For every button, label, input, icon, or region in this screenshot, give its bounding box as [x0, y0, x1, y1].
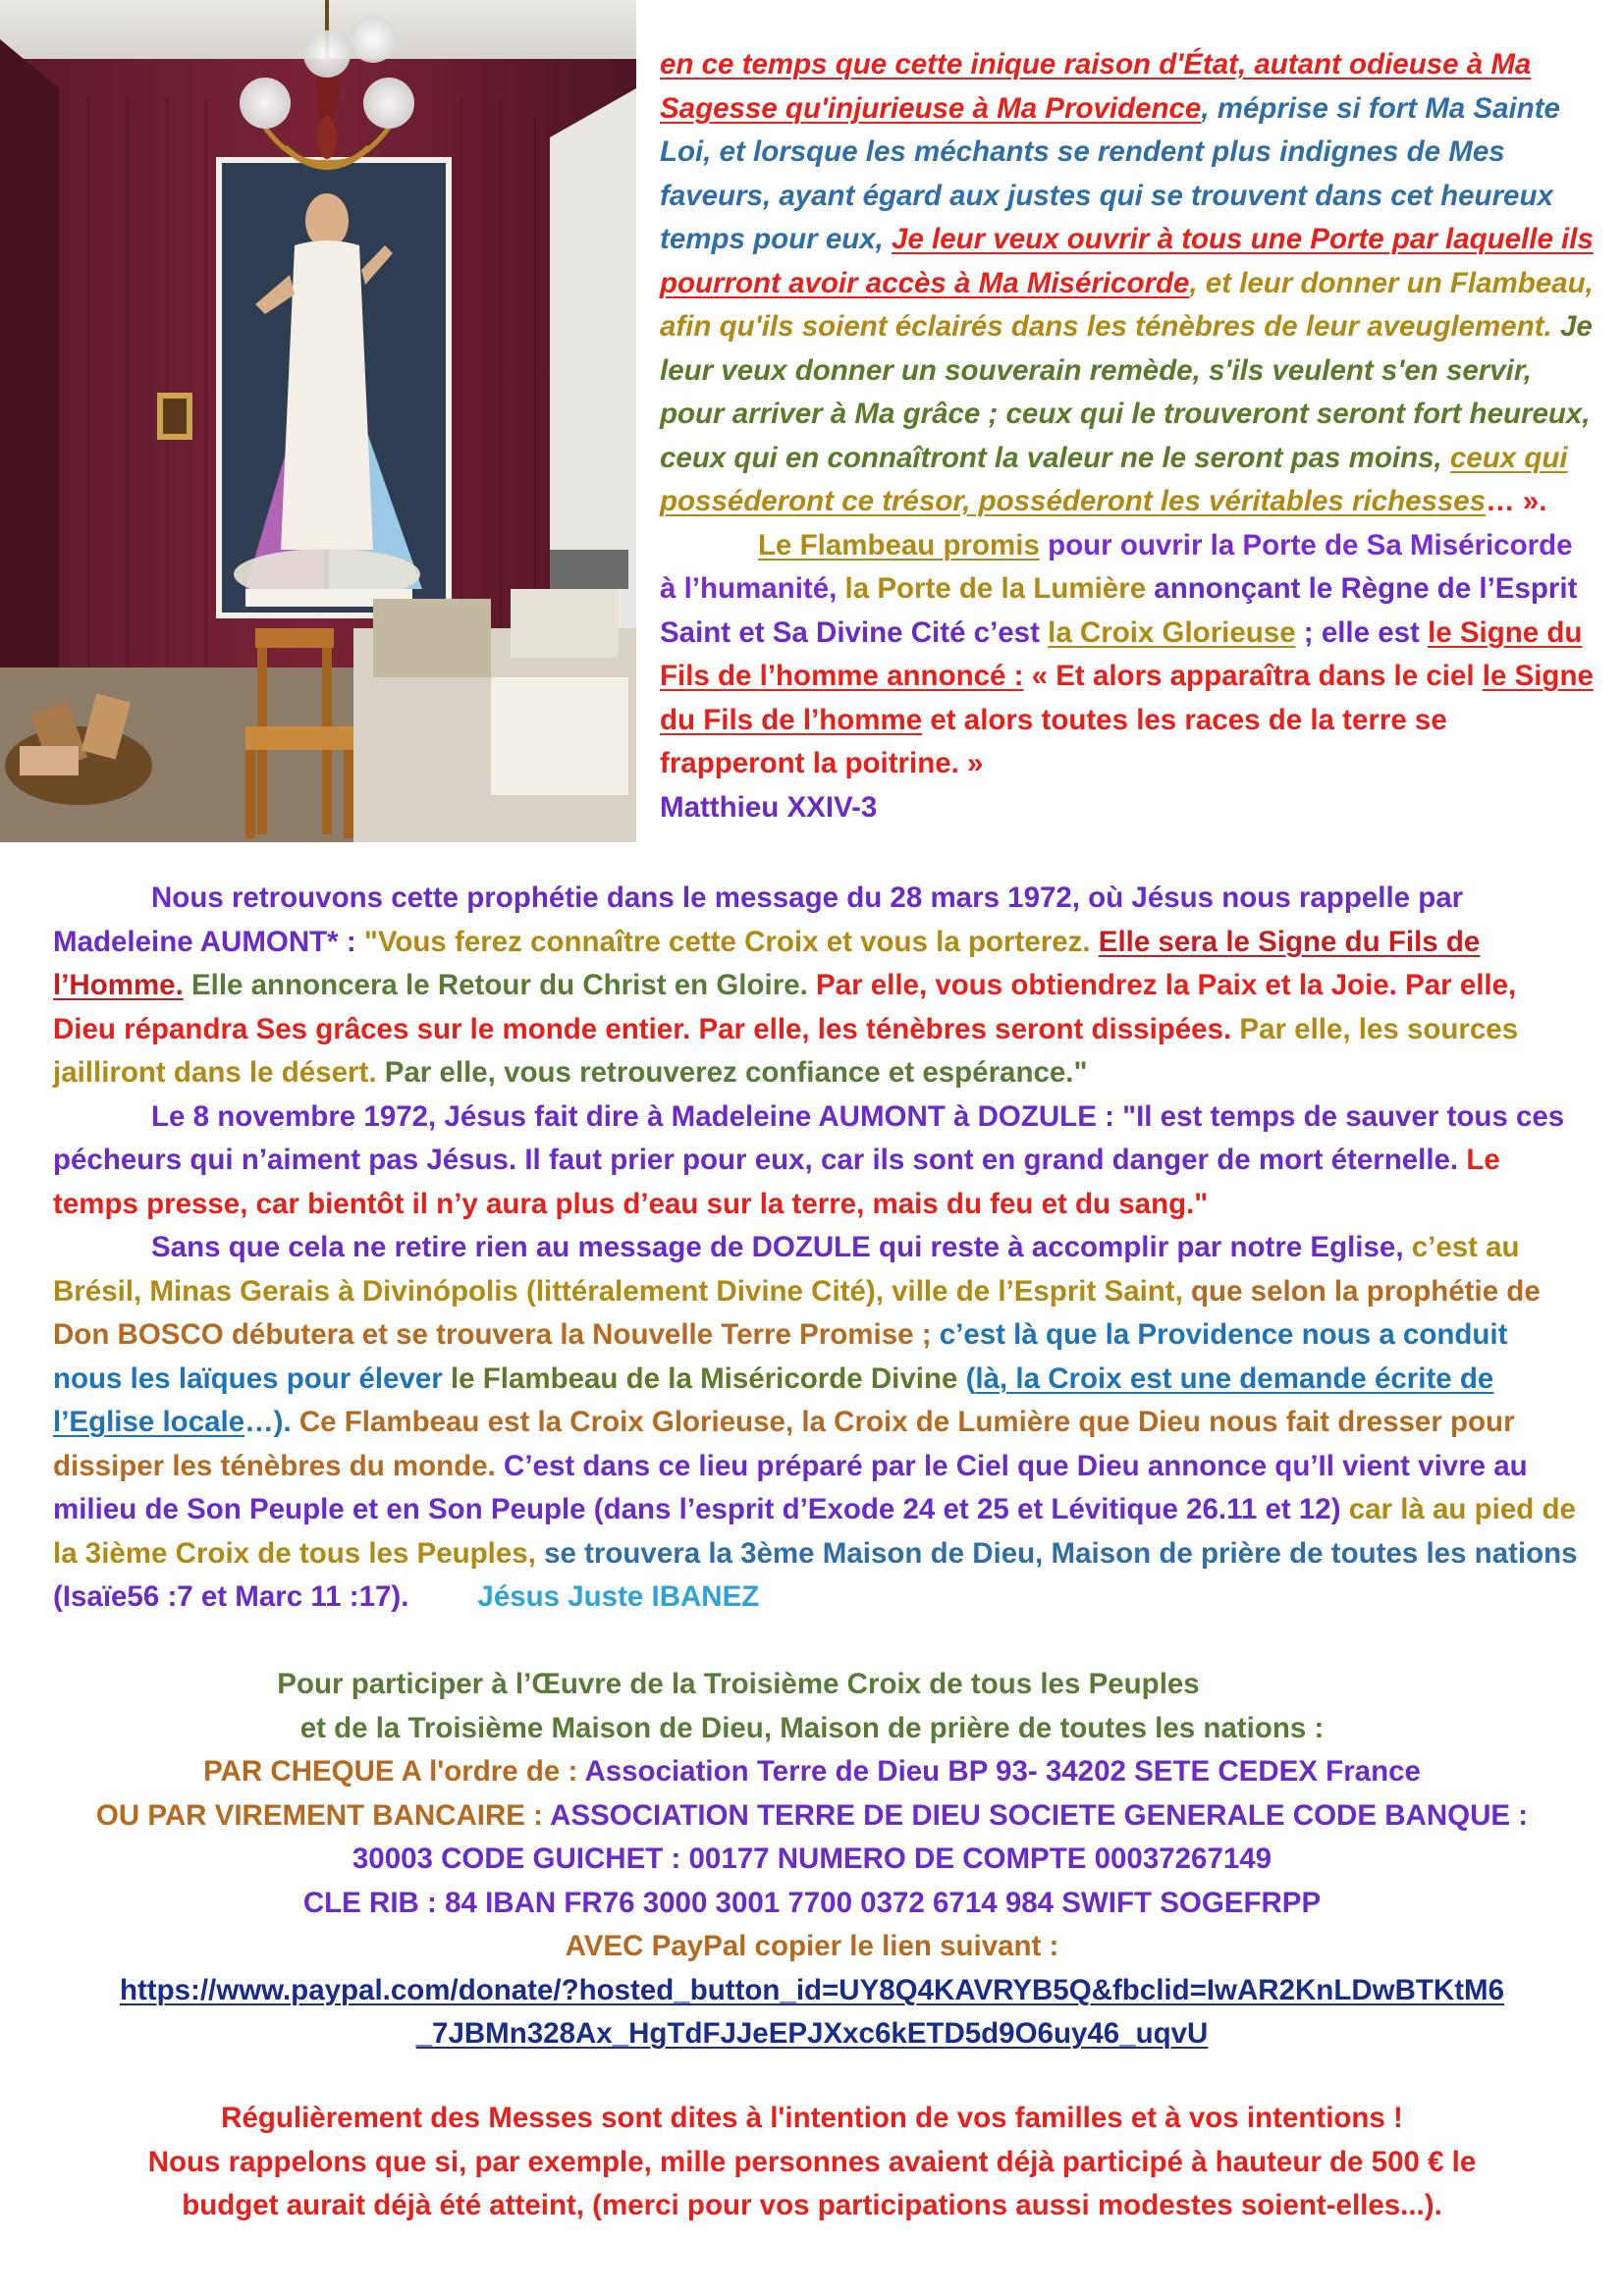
text-span: , méprise si fort Ma Sainte Loi, et lorsque les méchants se rendent plus indignes de Mes faveurs, ayant égard aux justes qui se trouvent dans cet heureux temps pour eux,	[660, 91, 1560, 255]
text-span: , et leur donner un Flambeau, afin qu'ils soient éclairés dans les ténèbres de leur aveuglement.	[660, 266, 1594, 343]
bank-code-line: 30003 CODE GUICHET : 00177 NUMERO DE COMPTE 00037267149	[352, 1842, 1272, 1875]
author-signature: Jésus Juste IBANEZ	[477, 1580, 760, 1613]
closing-section	[39, 2097, 1585, 2228]
text-span: Je leur veux ouvrir à tous une Porte par laquelle ils pourront avoir accès à Ma Miséricorde	[660, 223, 1594, 299]
text-span: … ».	[1486, 485, 1547, 517]
cheque-line	[39, 1750, 1585, 1794]
text-span: c’est là que la Providence nous a conduit nous les laïques pour élever	[53, 1318, 1508, 1395]
text-span: …).	[244, 1406, 299, 1438]
text-span: la Porte de la Lumière	[844, 572, 1147, 605]
text-span: que selon la prophétie de Don BOSCO débutera et se trouvera la Nouvelle Terre Promise ;	[53, 1274, 1541, 1351]
text-span: Je leur veux donner un souverain remède, s'ils veulent s'en servir, pour arriver à Ma grâce ; ceux qui le trouveront seront fort heureux, ceux qui en connaîtront la valeur ne le seront pas moins,	[660, 310, 1593, 474]
text-span: et alors toutes les races de la terre se frapperont la poitrine. »	[660, 703, 1447, 779]
text-span: Le temps presse, car bientôt il n’y aura plus d’eau sur la terre, mais du feu et du sang."	[53, 1144, 1500, 1220]
right-column-text	[660, 43, 1595, 829]
cheque-label: PAR CHEQUE A l'ordre de :	[203, 1755, 578, 1788]
text-span: Nous retrouvons cette prophétie dans le message du 28 mars 1972, où Jésus nous rappelle par Madeleine AUMONT* :	[53, 881, 1464, 958]
text-span: Elle sera le Signe du Fils de l’Homme.	[53, 925, 1481, 1001]
text-span: le Signe du Fils de l’homme	[660, 660, 1594, 736]
paypal-link-line1[interactable]: https://www.paypal.com/donate/?hosted_button_id=UY8Q4KAVRYB5Q&fbclid=IwAR2KnLDwBTKtM6	[119, 1973, 1505, 2006]
closing-line2: Nous rappelons que si, par exemple, mille personnes avaient déjà participé à hauteur de 500 € le	[147, 2145, 1477, 2178]
donation-section	[39, 1663, 1585, 2056]
text-span: « Et alors apparaîtra dans le ciel	[1023, 660, 1483, 692]
virement-value: ASSOCIATION TERRE DE DIEU SOCIETE GENERALE CODE BANQUE :	[542, 1798, 1529, 1832]
text-span: "Vous ferez connaître cette Croix et vous la porterez.	[363, 925, 1099, 958]
virement-line	[39, 1794, 1585, 1839]
text-span: Le Flambeau promis	[758, 528, 1040, 561]
paragraph-flambeau	[660, 524, 1595, 830]
text-span: pour ouvrir la Porte de Sa Miséricorde à l’humanité,	[660, 528, 1573, 605]
room-photo-image	[0, 0, 636, 842]
text-span: Par elle, les sources jailliront dans le désert.	[53, 1012, 1519, 1089]
text-span: en ce temps que cette inique raison d'État, autant odieuse à Ma Sagesse qu'injurieuse à Ma Providence	[660, 48, 1532, 125]
text-span: ceux qui posséderont ce trésor, posséderont les véritables richesses	[660, 441, 1568, 517]
text-span: Par elle, vous retrouverez confiance et espérance."	[384, 1056, 1088, 1089]
text-span: ; elle est	[1295, 615, 1429, 649]
text-span: Sans que cela ne retire rien au message de DOZULE qui reste à accomplir par notre Eglise,	[151, 1231, 1412, 1263]
room-photo	[0, 0, 636, 842]
text-span: Le 8 novembre 1972, Jésus fait dire à Madeleine AUMONT à DOZULE : "Il est temps de sauver tous ces pécheurs qui n’aiment pas Jésus. Il faut prier pour eux, car ils sont en grand danger de mort éternelle.	[53, 1099, 1565, 1176]
text-span: (Isaïe56 :7 et Marc 11 :17).	[53, 1580, 409, 1613]
text-span: le Flambeau de la Miséricorde Divine	[450, 1362, 958, 1395]
paragraph-prophecy	[53, 877, 1585, 1095]
donation-intro-line1: Pour participer à l’Œuvre de la Troisième Croix de tous les Peuples	[277, 1668, 1200, 1700]
text-span: se trouvera la 3ème Maison de Dieu, Maison de prière de toutes les nations	[535, 1536, 1578, 1570]
text-span: le Signe du Fils de l’homme annoncé :	[660, 615, 1583, 692]
text-span: car là au pied de la 3ième Croix de tous les Peuples,	[53, 1493, 1576, 1570]
donation-intro-line2: et de la Troisième Maison de Dieu, Maison de prière de toutes les nations :	[299, 1711, 1325, 1744]
text-span: Elle annoncera le Retour du Christ en Gloire.	[183, 969, 816, 1001]
text-span: annonçant le Règne de l’Esprit Saint et Sa Divine Cité c’est	[660, 572, 1578, 649]
text-span: Par elle, vous obtiendrez la Paix et la Joie. Par elle, Dieu répandra Ses grâces sur le monde entier. Par elle, les ténèbres seront dissipées.	[53, 969, 1517, 1045]
closing-line3: budget aurait déjà été atteint, (merci pour vos participations aussi modestes soient-elles...).	[182, 2189, 1442, 2221]
closing-line1: Régulièrement des Messes sont dites à l'intention de vos familles et à vos intentions !	[221, 2102, 1403, 2134]
text-span: la Croix Glorieuse	[1048, 615, 1296, 649]
paragraph-dozule	[53, 1095, 1585, 1227]
text-span: là, la Croix est une demande écrite de l’Eglise locale	[53, 1362, 1494, 1438]
paypal-link-line2[interactable]: _7JBMn328Ax_HgTdFJJeEPJXxc6kETD5d9O6uy46_uqvU	[415, 2017, 1209, 2050]
text-span: C’est dans ce lieu préparé par le Ciel que Dieu annonce qu’Il vient vivre au milieu de Son Peuple et en Son Peuple (dans l’esprit d’Exode 24 et 25 et Lévitique 26.11 et 12)	[53, 1449, 1528, 1525]
paragraph-bresil	[53, 1226, 1585, 1620]
text-span: c’est au Brésil, Minas Gerais à Divinópolis (littéralement Divine Cité), ville de l’Esprit Saint,	[53, 1231, 1520, 1308]
paragraph-quote	[660, 43, 1595, 524]
text-span: Ce Flambeau est la Croix Glorieuse, la Croix de Lumière que Dieu nous fait dresser pour dissiper les ténèbres du monde.	[53, 1406, 1515, 1482]
virement-label: OU PAR VIREMENT BANCAIRE :	[95, 1798, 543, 1832]
text-span: (	[957, 1362, 976, 1395]
paypal-label: AVEC PayPal copier le lien suivant :	[565, 1930, 1059, 1962]
main-body-text	[53, 877, 1585, 1620]
cheque-value: Association Terre de Dieu BP 93- 34202 SETE CEDEX France	[577, 1755, 1421, 1788]
iban-line: CLE RIB : 84 IBAN FR76 3000 3001 7700 0372 6714 984 SWIFT SOGEFRPP	[302, 1886, 1322, 1919]
scripture-reference: Matthieu XXIV-3	[660, 790, 878, 824]
